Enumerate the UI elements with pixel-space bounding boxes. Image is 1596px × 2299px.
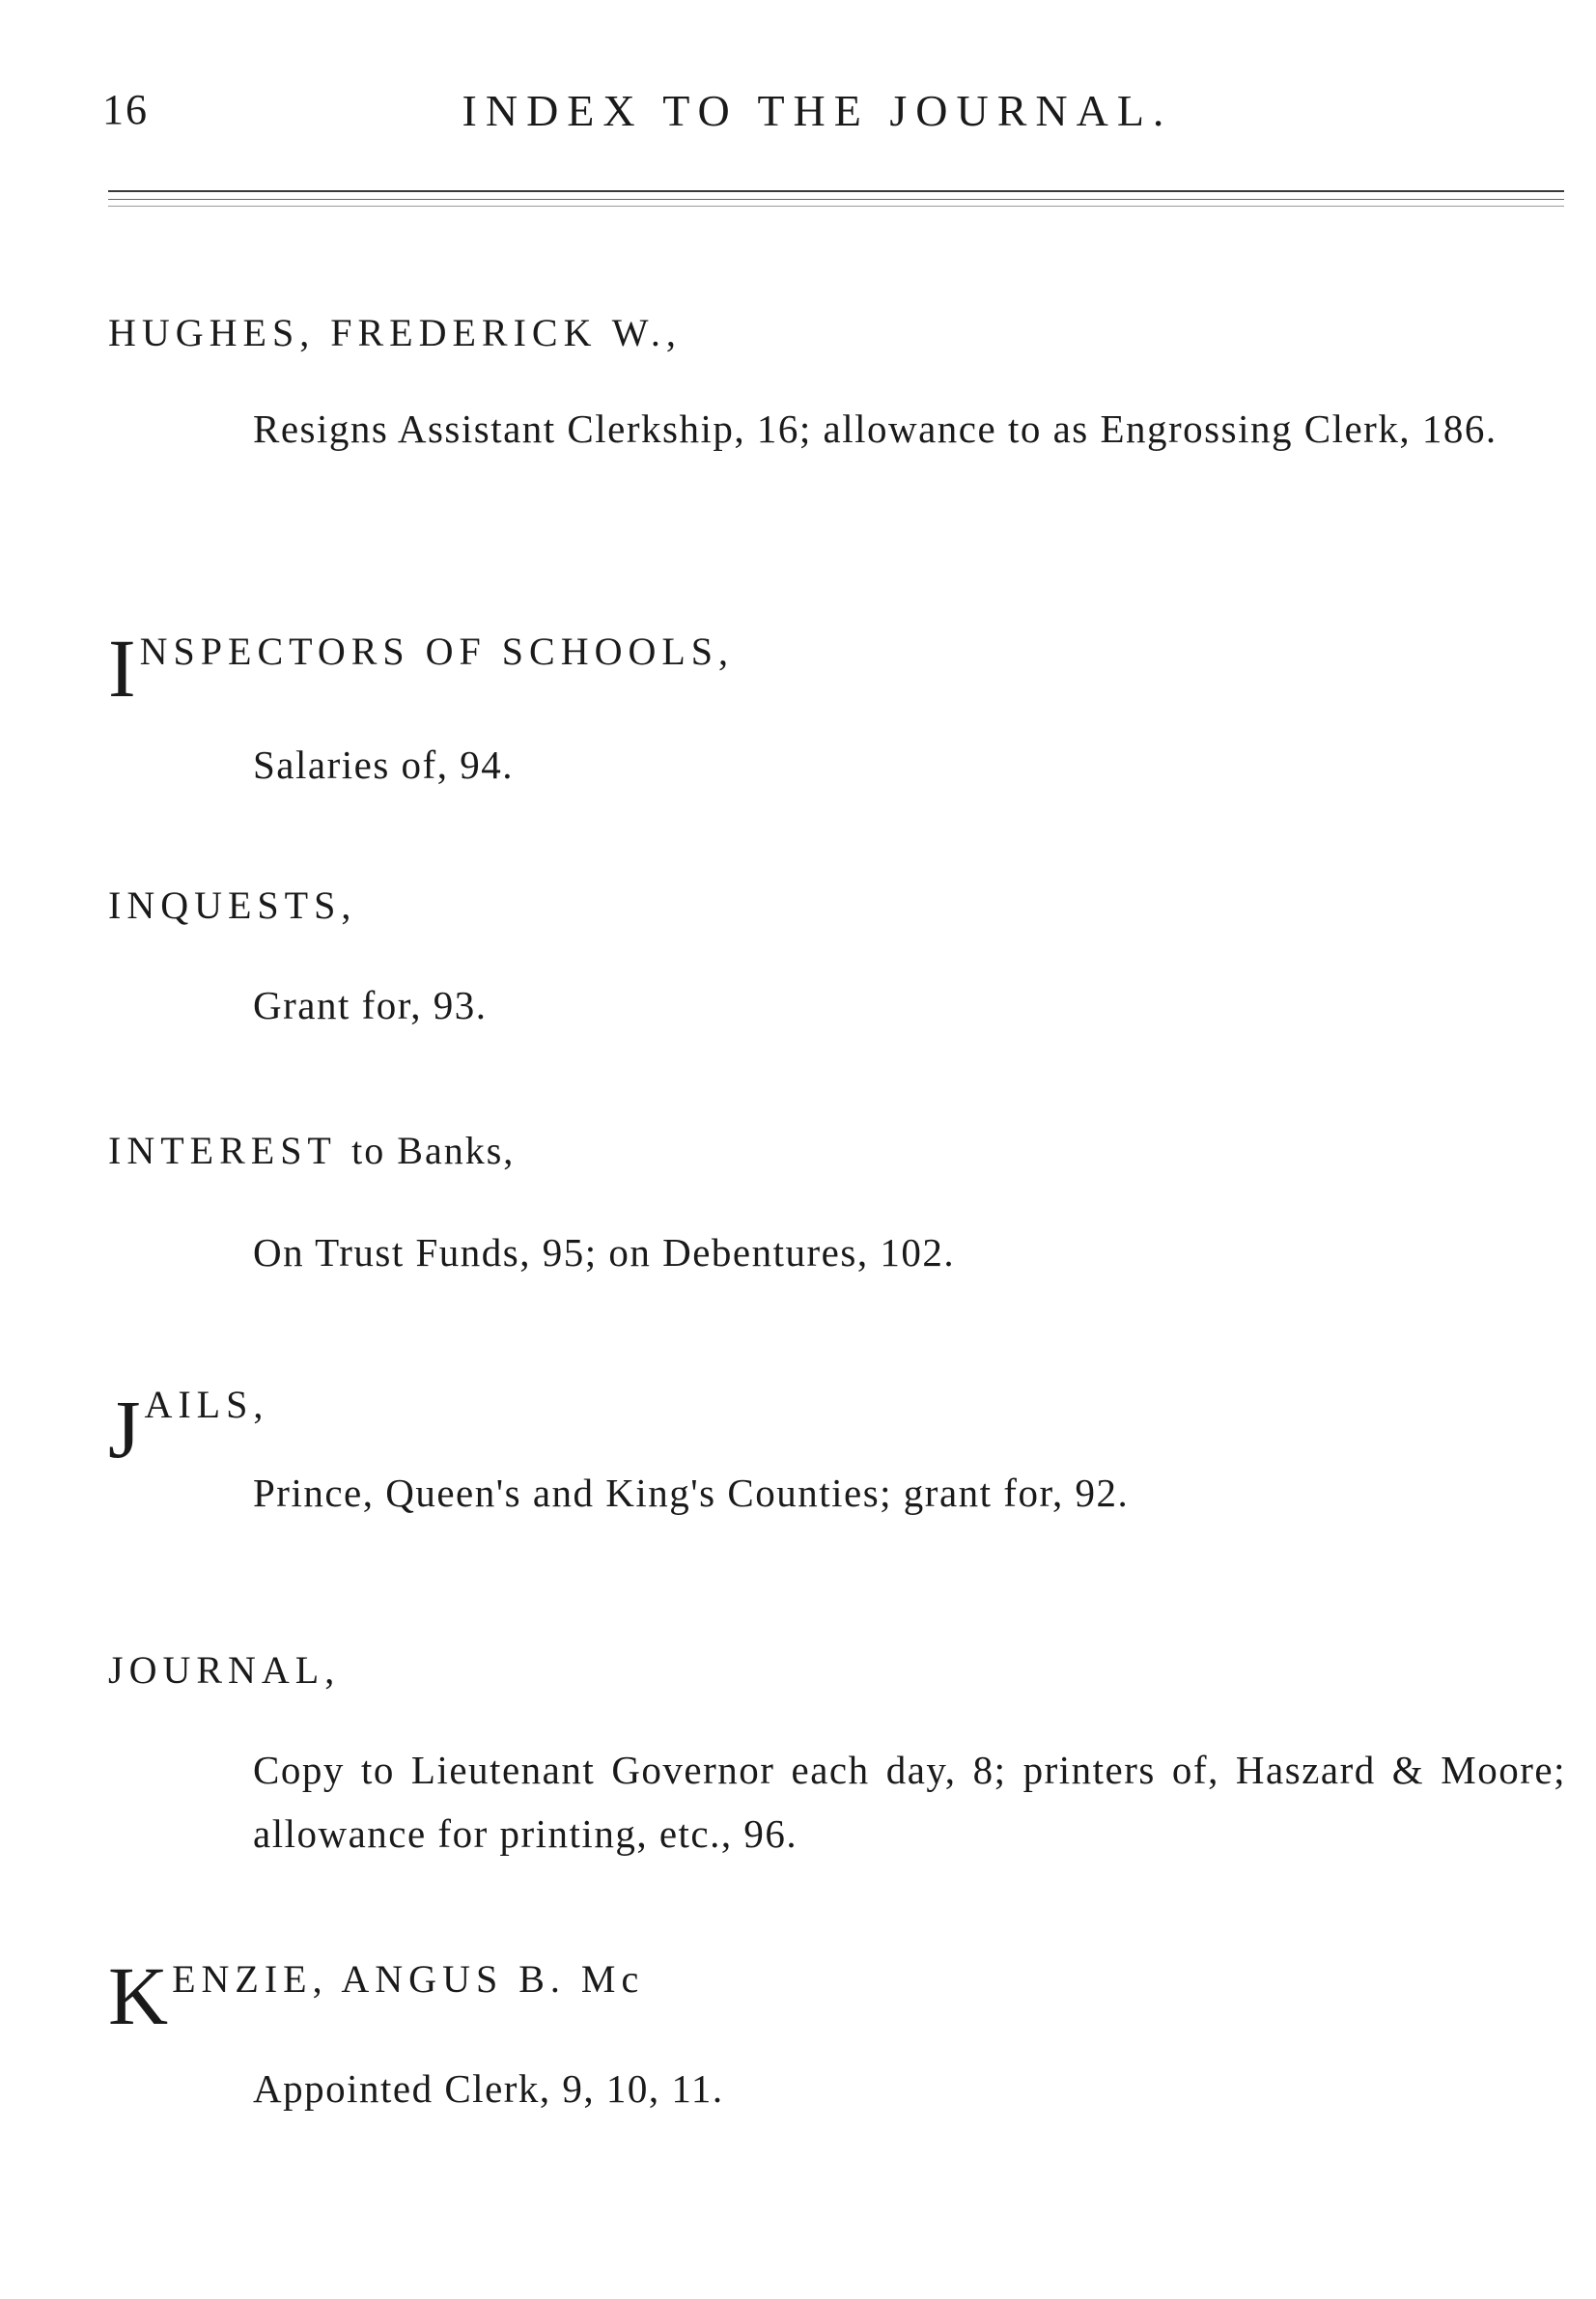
- entry-heading: [108, 1129, 1566, 1172]
- entry-subentry: On Trust Funds, 95; on Debentures, 102.: [253, 1230, 956, 1275]
- drop-cap-initial: J: [108, 1383, 141, 1475]
- entry-heading: [108, 1648, 1566, 1692]
- drop-cap-initial: K: [108, 1949, 169, 2042]
- entry-heading-text: INTEREST: [108, 1129, 337, 1172]
- entry-subentry: Prince, Queen's and King's Counties; grant for, 92.: [253, 1471, 1130, 1515]
- running-title: INDEX TO THE JOURNAL.: [462, 86, 1173, 135]
- entry-heading-text: HUGHES, FREDERICK W.,: [108, 311, 682, 354]
- entry-heading-suffix: to Banks,: [351, 1129, 516, 1172]
- entry-heading-text: ENZIE, ANGUS B. Mc: [172, 1957, 645, 2001]
- entry-heading: [108, 1383, 1566, 1475]
- entry-heading-text: AILS,: [144, 1383, 269, 1426]
- entry-heading: [108, 311, 1566, 354]
- index-entry: [108, 622, 1566, 797]
- header-rule-thin: [108, 199, 1564, 200]
- index-entry: [108, 311, 1566, 461]
- page-number: 16: [102, 86, 149, 133]
- entry-subentry: Copy to Lieutenant Governor each day, 8; printers of, Haszard & Moore; allowance for printing, etc., 96.: [253, 1748, 1566, 1856]
- entry-heading-text: JOURNAL,: [108, 1648, 341, 1692]
- entry-subentry: Salaries of, 94.: [253, 743, 514, 787]
- entry-subentry: Grant for, 93.: [253, 983, 488, 1027]
- drop-cap-initial: I: [108, 622, 136, 715]
- index-entry: [108, 1648, 1566, 1865]
- entry-heading: [108, 622, 1566, 715]
- header-rule: [108, 190, 1564, 192]
- entry-heading-text: NSPECTORS OF SCHOOLS,: [139, 630, 735, 673]
- index-entry: [108, 1129, 1566, 1284]
- entry-subentry: Resigns Assistant Clerkship, 16; allowance to as Engrossing Clerk, 186.: [253, 407, 1498, 451]
- entry-heading: [108, 883, 1566, 927]
- entry-heading-text: INQUESTS,: [108, 883, 357, 927]
- index-entry: [108, 1949, 1566, 2120]
- entry-heading: [108, 1949, 1566, 2043]
- header-rule-faint: [108, 206, 1564, 207]
- index-entry: [108, 1383, 1566, 1525]
- entry-subentry: Appointed Clerk, 9, 10, 11.: [253, 2066, 724, 2111]
- index-entry: [108, 883, 1566, 1037]
